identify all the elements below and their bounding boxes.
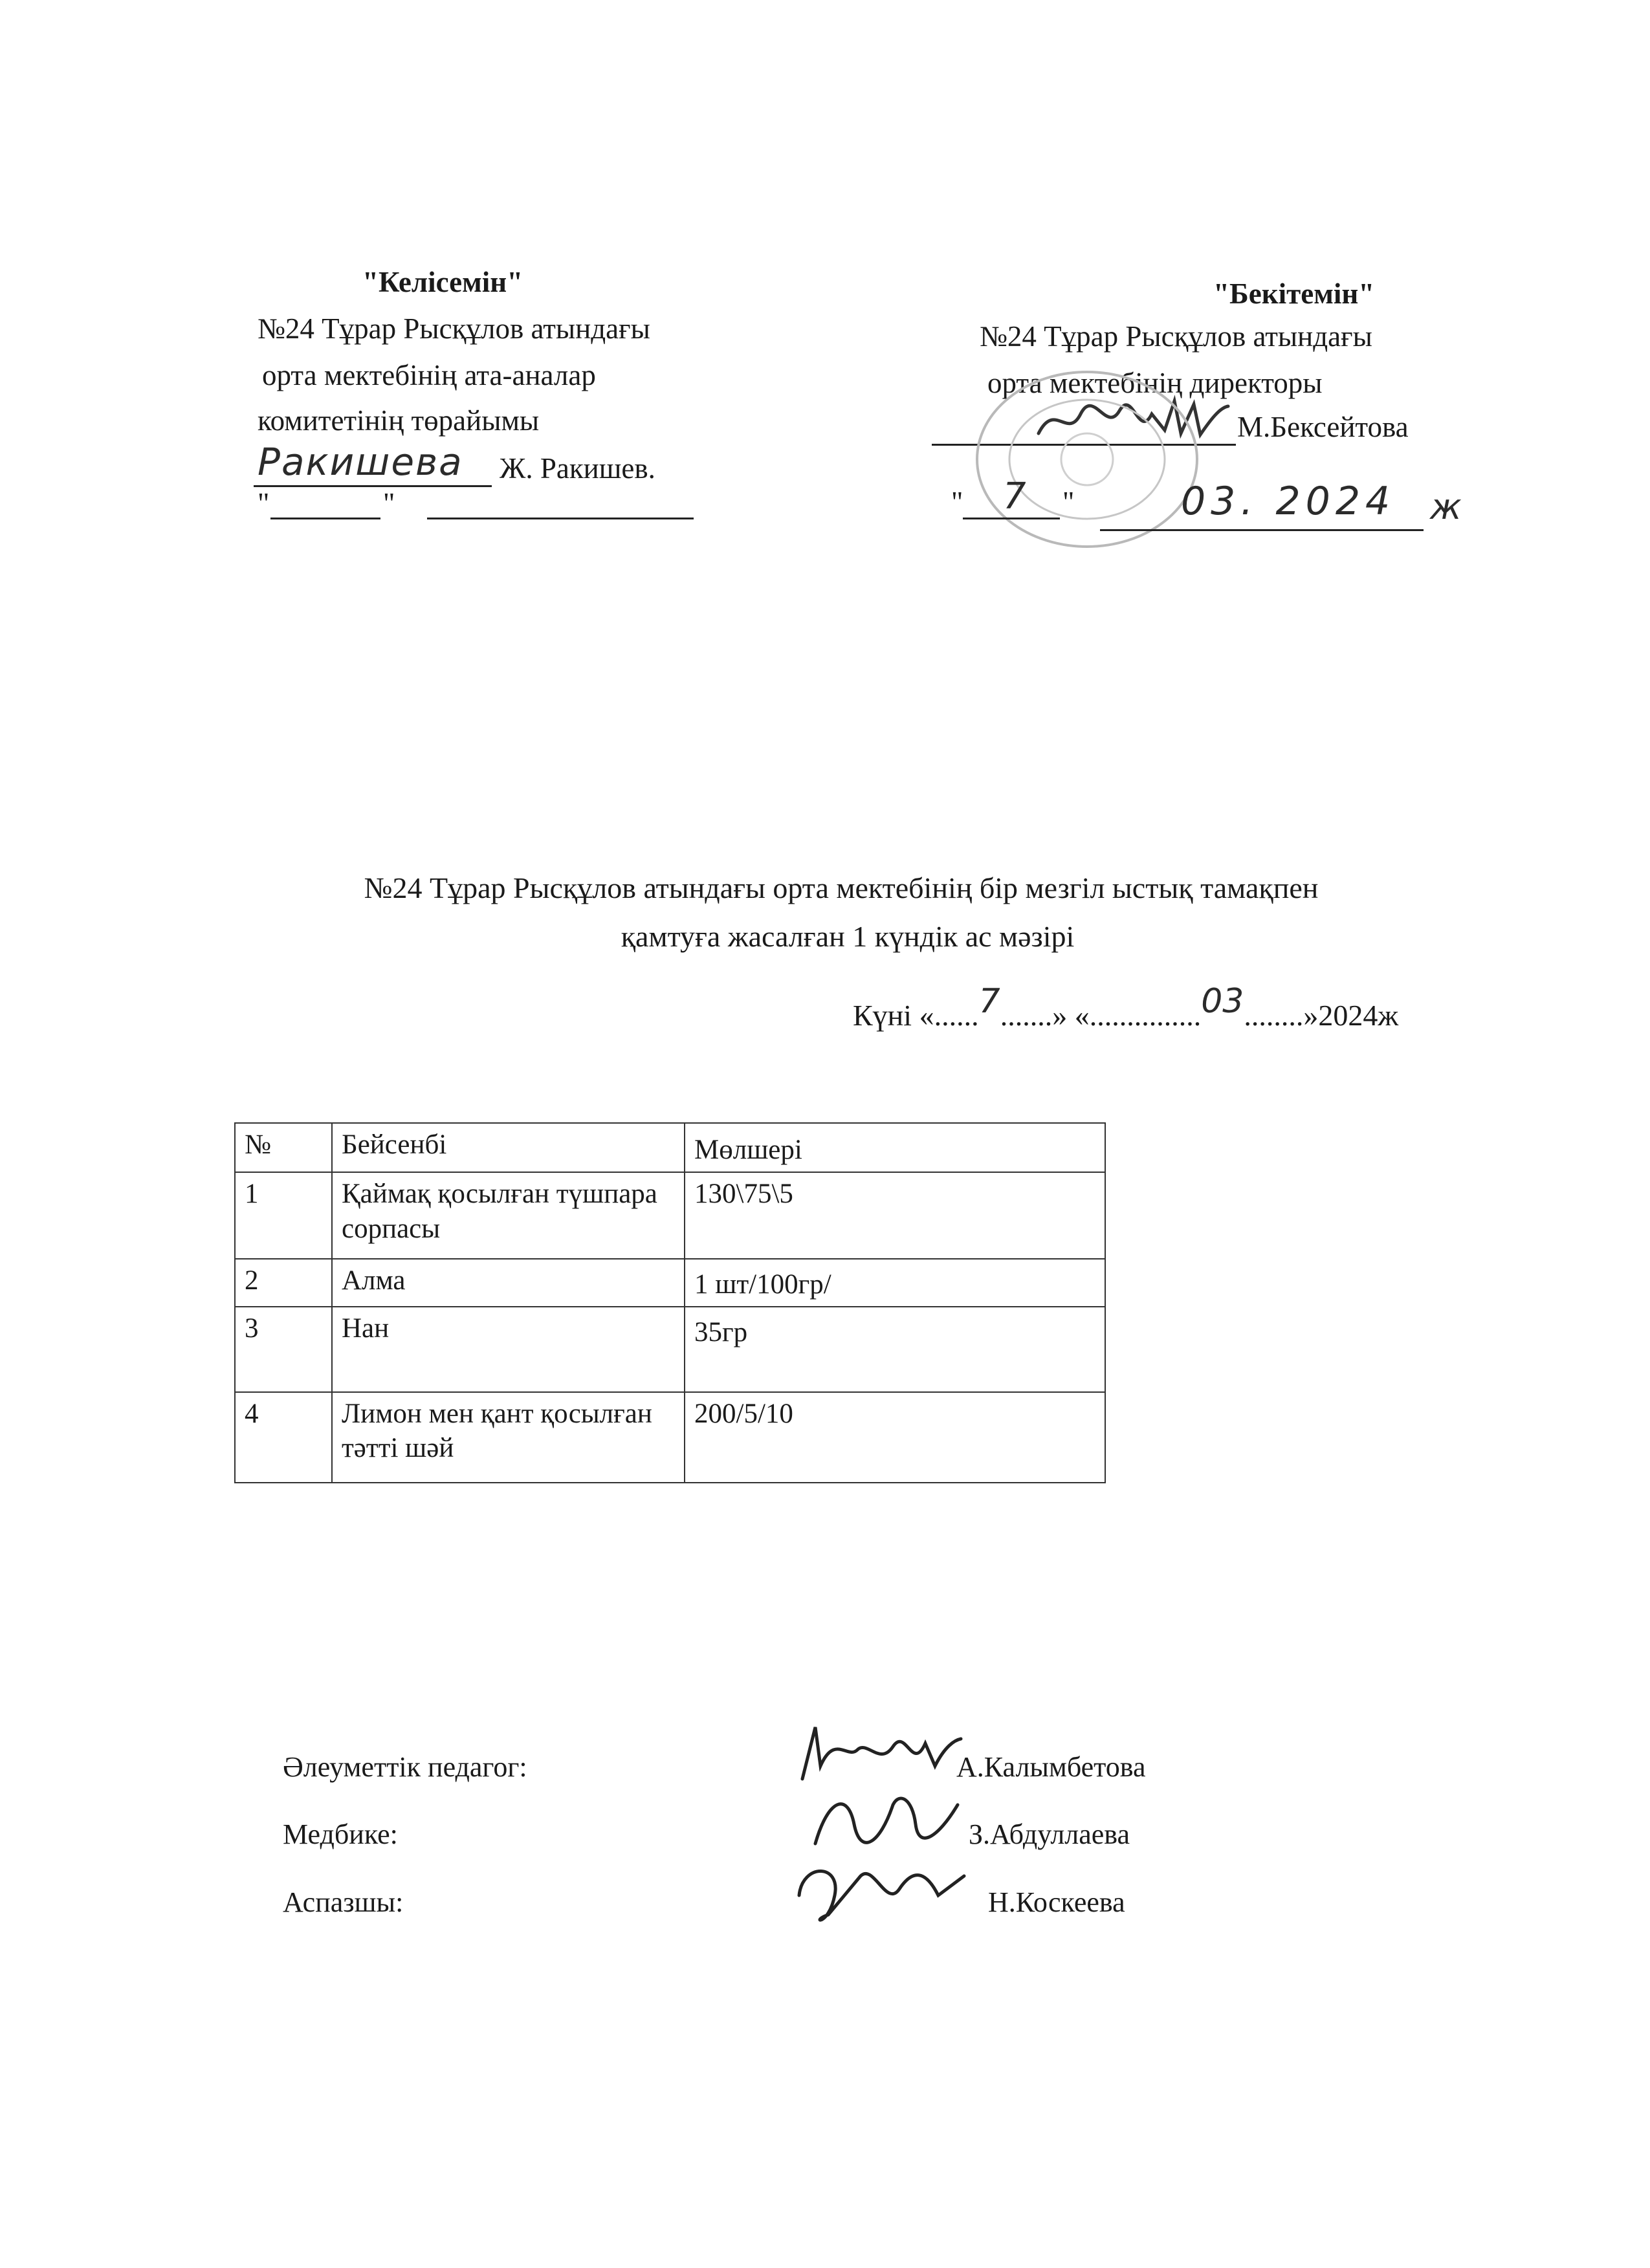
row-amount: 1 шт/100гр/ [685, 1259, 1105, 1307]
right-date-month-year: 03. 2024 [1181, 479, 1396, 524]
header-day: Бейсенбі [332, 1123, 685, 1172]
signatory-name-1: А.Калымбетова [956, 1751, 1146, 1783]
row-dish: Нан [332, 1307, 685, 1392]
right-date-close-quote: " [1062, 486, 1075, 518]
date-middle: » « [1052, 999, 1090, 1032]
signatory-role-3: Аспазшы: [283, 1886, 404, 1918]
right-date-month-line [1100, 529, 1424, 531]
row-number: 4 [235, 1392, 332, 1483]
date-month-dots-before: ............... [1089, 999, 1202, 1032]
row-number: 1 [235, 1172, 332, 1259]
date-month-dots-after: ........ [1244, 999, 1304, 1032]
right-date-suffix: ж [1430, 486, 1462, 527]
left-date-close-quote: " [383, 487, 395, 519]
right-date-day-line [963, 518, 1060, 519]
left-date-day-line [270, 518, 380, 519]
left-approval-line-3: комитетінің төрайымы [258, 404, 540, 437]
left-date-open-quote: " [258, 487, 270, 519]
document-title-line-2: қамтуға жасалған 1 күндік ас мәзірі [621, 920, 1075, 953]
signature-icon-3 [789, 1850, 971, 1928]
document-title-line-1: №24 Тұрар Рысқұлов атындағы орта мектебінің бір мезгіл ыстық тамақпен [364, 871, 1319, 904]
signature-icon-2 [802, 1785, 964, 1857]
date-day: 7 [978, 982, 1000, 1021]
right-date-open-quote: " [951, 486, 963, 518]
left-approval-line-1: №24 Тұрар Рысқұлов атындағы [258, 312, 650, 345]
signatory-role-1: Әлеуметтік педагог: [283, 1751, 527, 1783]
signatory-name-3: Н.Коскеева [988, 1886, 1125, 1918]
left-signature: Ракишева [258, 440, 463, 484]
date-prefix: Күні « [853, 999, 934, 1032]
right-approval-name: М.Бексейтова [1237, 411, 1409, 443]
right-approval-line-2: орта мектебінің директоры [987, 367, 1323, 399]
date-day-dots-after: ....... [1000, 999, 1053, 1032]
row-number: 2 [235, 1259, 332, 1307]
row-dish: Алма [332, 1259, 685, 1307]
table-row [235, 1392, 1105, 1483]
school-stamp-icon [971, 362, 1204, 556]
right-approval-line-1: №24 Тұрар Рысқұлов атындағы [980, 320, 1372, 353]
signatory-name-2: З.Абдуллаева [969, 1818, 1130, 1850]
table-row [235, 1259, 1105, 1307]
row-dish: Қаймақ қосылған түшпара сорпасы [332, 1172, 685, 1259]
row-amount: 35гр [685, 1307, 1105, 1392]
signature-icon-1 [796, 1721, 964, 1792]
row-number: 3 [235, 1307, 332, 1392]
left-approval-line-2: орта мектебінің ата-аналар [262, 359, 596, 391]
right-approval-heading: "Бекітемін" [1213, 278, 1375, 310]
left-approval-heading: "Келісемін" [362, 266, 523, 298]
row-amount: 130\75\5 [685, 1172, 1105, 1259]
right-date-day: 7 [1003, 475, 1026, 518]
signatory-role-2: Медбике: [283, 1818, 398, 1850]
header-amount: Мөлшері [685, 1123, 1105, 1172]
left-date-month-line [427, 518, 694, 519]
header-number: № [235, 1123, 332, 1172]
date-suffix: »2024ж [1303, 999, 1399, 1032]
date-day-dots-before: ...... [934, 999, 979, 1032]
menu-table [234, 1122, 1106, 1483]
date-month: 03 [1201, 982, 1244, 1021]
row-amount: 200/5/10 [685, 1392, 1105, 1483]
table-row [235, 1307, 1105, 1392]
menu-date-line [853, 982, 1399, 1034]
left-signature-line [254, 485, 492, 487]
table-header-row [235, 1123, 1105, 1172]
left-approval-name: Ж. Ракишев. [500, 452, 655, 485]
row-dish: Лимон мен қант қосылған тәтті шәй [332, 1392, 685, 1483]
table-row [235, 1172, 1105, 1259]
